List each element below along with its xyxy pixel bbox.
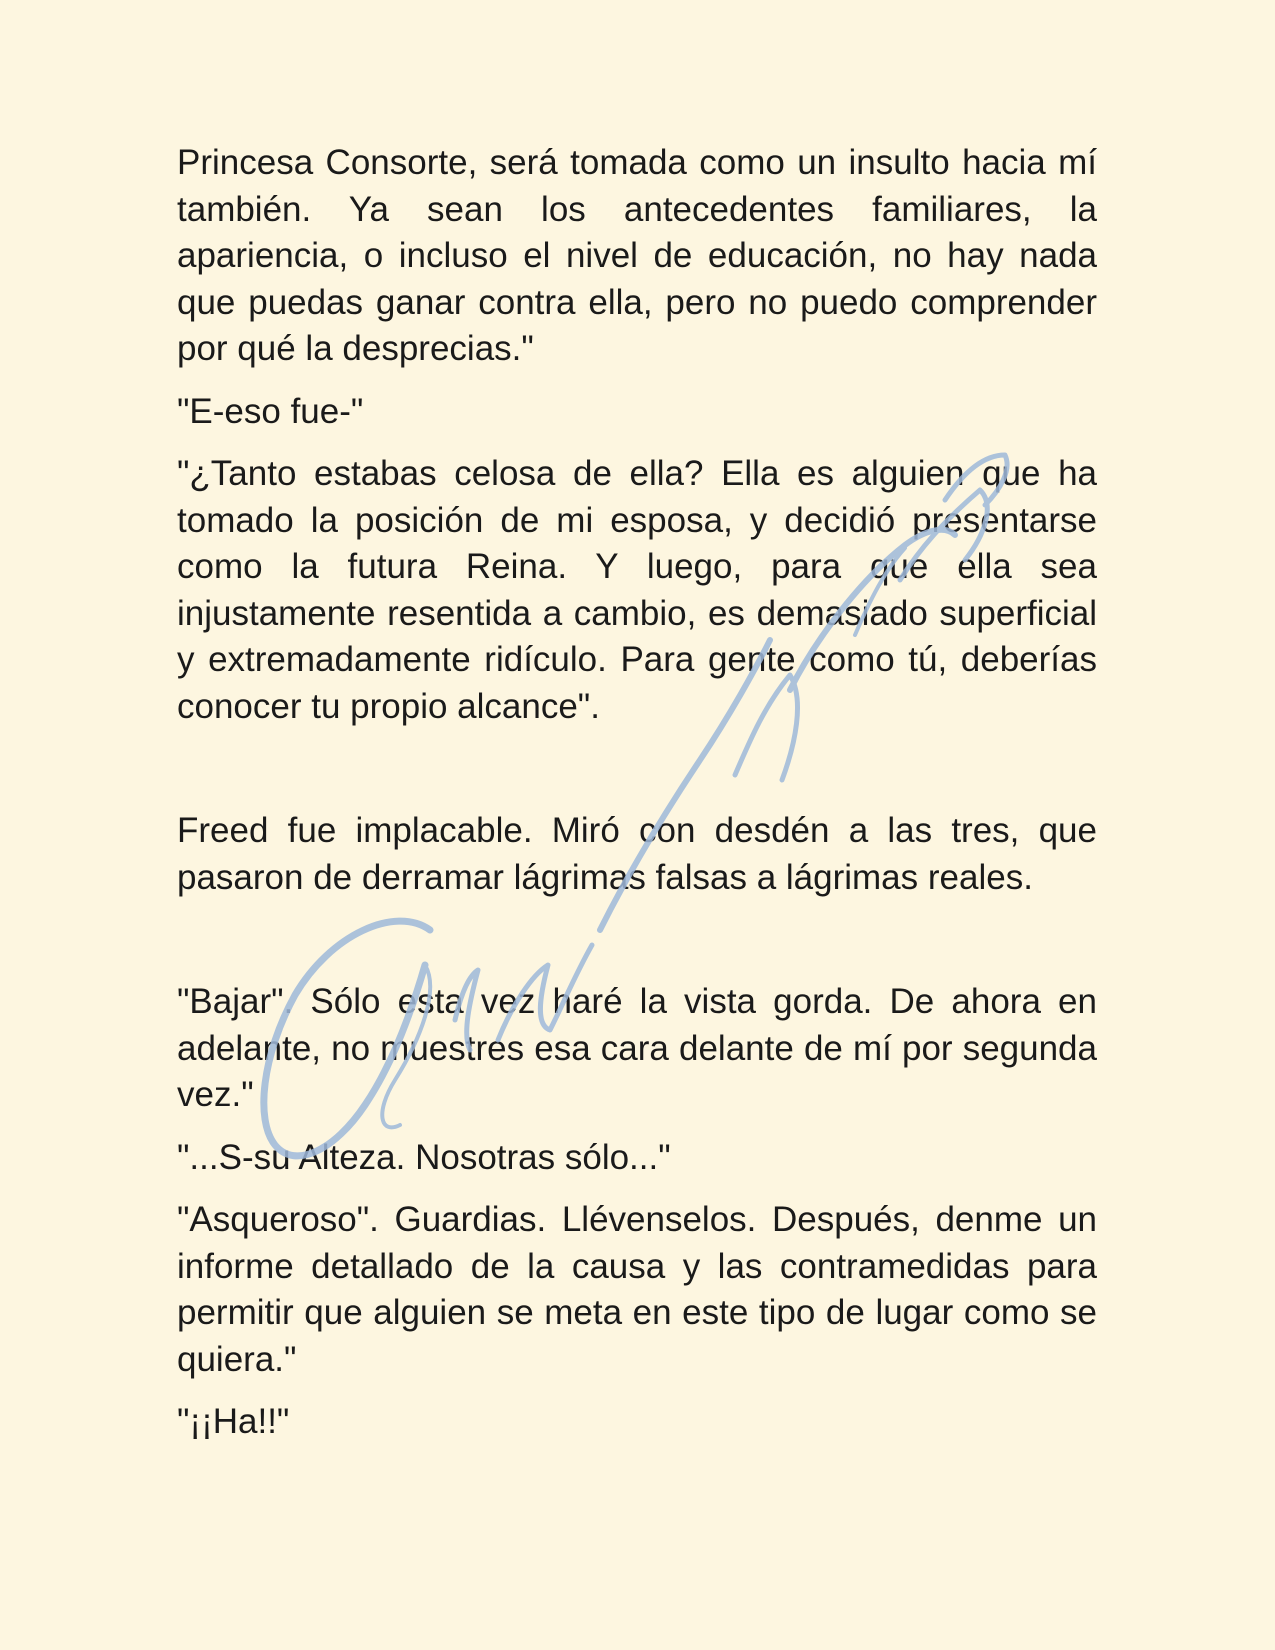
paragraph: Freed fue implacable. Miró con desdén a las tres, que pasaron de derramar lágrimas falsas a lágrimas reales. — [177, 811, 1097, 897]
paragraph: "¿Tanto estabas celosa de ella? Ella es alguien que ha tomado la posición de mi esposa, y decidió presentarse como la futura Reina. Y luego, para que ella sea injustamente resentida a cambio, es demasiado superficial y extremadamente ridículo. Para gente como tú, deberías conocer tu propio alcance". — [177, 454, 1097, 726]
paragraph: "Bajar". Sólo esta vez haré la vista gorda. De ahora en adelante, no muestres esa cara delante de mí por segunda vez." — [177, 982, 1097, 1114]
paragraph: Princesa Consorte, será tomada como un insulto hacia mí también. Ya sean los antecedentes familiares, la apariencia, o incluso el nivel de educación, no hay nada que puedas ganar contra ella, pero no puedo comprender por qué la desprecias." — [177, 143, 1097, 368]
paragraph: "E-eso fue-" — [177, 391, 364, 431]
paragraph: "Asqueroso". Guardias. Llévenselos. Después, denme un informe detallado de la causa y las contramedidas para permitir que alguien se meta en este tipo de lugar como se quiera." — [177, 1200, 1097, 1379]
body-text — [177, 140, 1097, 1446]
paragraph: "...S-su Alteza. Nosotras sólo..." — [177, 1137, 671, 1177]
paragraph: "¡¡Ha!!" — [177, 1402, 290, 1441]
